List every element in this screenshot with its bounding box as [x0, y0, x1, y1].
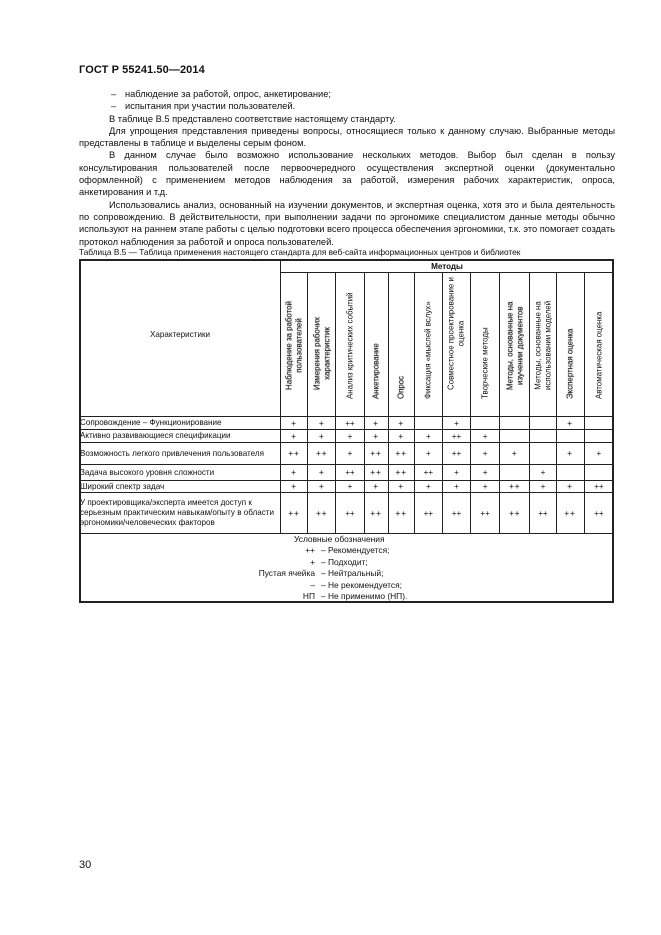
table-row [80, 430, 614, 443]
table-cell: ++ [500, 493, 530, 534]
method-label: Автоматическая оценка [594, 311, 604, 399]
table-cell: + [471, 443, 500, 465]
table-cell: ++ [308, 493, 336, 534]
table-cell: ++ [442, 493, 470, 534]
legend-description: – Подходит; [321, 556, 368, 567]
table-row-label: Задача высокого уровня сложности [80, 465, 281, 481]
method-header-9 [500, 273, 530, 417]
legend-symbol: – [310, 579, 315, 590]
table-cell: + [414, 443, 442, 465]
paragraph: Использовались анализ, основанный на изучении документов, и экспертная оценка, хотя это и была деятельность по сопровождению. В действительности, при выполнении задачи по эргономике специалистом данные методы обычно используют на раннем этапе работы с целью подготовки всего процесса обеспечения эргономики, т.к. это помогает создать протокол наблюдения за работой и опроса пользователей. [79, 199, 615, 247]
table-cell: + [442, 481, 470, 493]
table-cell: ++ [336, 417, 364, 430]
table-cell: ++ [388, 465, 414, 481]
method-header-8 [471, 273, 500, 417]
table-cell: + [388, 481, 414, 493]
method-header-10 [530, 273, 556, 417]
table-cell: ++ [414, 465, 442, 481]
table-cell [500, 465, 530, 481]
legend-description: – Нейтральный; [321, 568, 384, 579]
table-cell: + [281, 481, 308, 493]
table-cell [414, 417, 442, 430]
table-cell: + [336, 443, 364, 465]
table-cell: + [388, 417, 414, 430]
method-label: Опрос [396, 375, 406, 399]
table-cell: ++ [281, 493, 308, 534]
legend-item [80, 568, 613, 579]
table-cell [584, 417, 613, 430]
table-row [80, 417, 614, 430]
method-label: Наблюдение за работой пользователей [284, 300, 304, 390]
table-cell: ++ [336, 493, 364, 534]
bullet-item: – наблюдение за работой, опрос, анкетирование; [111, 89, 331, 99]
table-cell: ++ [500, 481, 530, 493]
table-row-label: У проектировщика/эксперта имеется доступ к серьезным практическим навыкам/опыту в области эргономики/человеческих факторов [80, 493, 281, 534]
legend-description: – Не рекомендуется; [321, 579, 402, 590]
table-cell: ++ [584, 481, 613, 493]
document-code: ГОСТ Р 55241.50—2014 [79, 64, 205, 76]
table-cell: + [388, 430, 414, 443]
table-cell [471, 417, 500, 430]
table-cell: ++ [281, 443, 308, 465]
method-label: Методы, основанные на использовании моделей [533, 300, 552, 390]
method-header-12 [584, 273, 613, 417]
legend-item [80, 557, 613, 568]
table-cell: ++ [556, 493, 584, 534]
table-cell: ++ [364, 465, 388, 481]
legend-row [80, 534, 614, 603]
table-cell: + [530, 481, 556, 493]
legend-symbol: Пустая ячейка [258, 568, 315, 579]
legend-description: – Рекомендуется; [321, 545, 390, 556]
table-cell: + [364, 430, 388, 443]
method-header-6 [414, 273, 442, 417]
table-cell: ++ [388, 443, 414, 465]
table-cell: ++ [442, 430, 470, 443]
table-cell: + [308, 430, 336, 443]
table-cell: ++ [364, 493, 388, 534]
bullet-item: – испытания при участии пользователей. [111, 101, 296, 112]
table-row [80, 493, 614, 534]
method-label: Анкетирование [371, 343, 381, 399]
methods-table [79, 259, 614, 603]
table-cell: ++ [414, 493, 442, 534]
paragraph: Для упрощения представления приведены вопросы, относящиеся только к данному случаю. Выбранные методы представлены в таблице и выделены серым фоном. [79, 125, 615, 149]
table-cell: + [414, 430, 442, 443]
table-cell: + [556, 417, 584, 430]
table-cell: + [336, 481, 364, 493]
table-cell: ++ [336, 465, 364, 481]
table-cell: + [308, 481, 336, 493]
table-cell: + [471, 481, 500, 493]
table-cell: + [336, 430, 364, 443]
table-row [80, 443, 614, 465]
table-cell: + [364, 481, 388, 493]
table-cell [556, 430, 584, 443]
table-row [80, 465, 614, 481]
table-cell: + [471, 465, 500, 481]
table-cell: + [364, 417, 388, 430]
legend-title: Условные обозначения [294, 534, 385, 544]
table-cell [500, 430, 530, 443]
legend-item [80, 591, 613, 602]
table-cell: + [281, 465, 308, 481]
table-cell: + [530, 465, 556, 481]
method-label: Экспертная оценка [565, 328, 575, 399]
paragraph: В данном случае было возможно использование нескольких методов. Выбор был сделан в пользу консультирования пользователей после первоочередного осуществления экспертной оценки (документально оформленной) с применением методов наблюдения за работой, измерения рабочих характеристик, опроса, анкетирования и т.д. [79, 150, 615, 198]
method-label: Измерения рабочих характеристик [312, 316, 331, 390]
method-header-7 [442, 273, 470, 417]
table-cell: + [281, 430, 308, 443]
table-cell [584, 430, 613, 443]
legend-symbol: ++ [305, 545, 315, 556]
method-label: Совместное проектирование и оценка [446, 276, 466, 390]
table-row-label: Широкий спектр задач [80, 481, 281, 493]
table-cell: + [442, 417, 470, 430]
page-number: 30 [79, 859, 92, 871]
table-cell: + [471, 430, 500, 443]
table-cell: ++ [364, 443, 388, 465]
table-cell [556, 465, 584, 481]
method-header-2 [308, 273, 336, 417]
legend-item [80, 545, 613, 556]
method-header-11 [556, 273, 584, 417]
table-cell: + [281, 417, 308, 430]
table-cell: + [308, 465, 336, 481]
table-cell [500, 417, 530, 430]
legend [80, 534, 614, 603]
table-row [80, 481, 614, 493]
table-cell: + [414, 481, 442, 493]
table-cell: ++ [471, 493, 500, 534]
table-row-label: Возможность легкого привлечения пользователя [80, 443, 281, 465]
table-cell: ++ [584, 493, 613, 534]
method-header-4 [364, 273, 388, 417]
table-row-label: Сопровождение – Функционирование [80, 417, 281, 430]
legend-symbol: + [310, 556, 315, 567]
table-cell [530, 443, 556, 465]
table-cell [530, 430, 556, 443]
legend-description: – Не применимо (НП). [321, 591, 408, 602]
table-cell: ++ [442, 443, 470, 465]
table-cell: + [308, 417, 336, 430]
legend-item [80, 580, 613, 591]
table-cell: + [556, 443, 584, 465]
table-row-label: Активно развивающиеся спецификации [80, 430, 281, 443]
method-header-3 [336, 273, 364, 417]
paragraph: В таблице В.5 представлено соответствие настоящему стандарту. [109, 113, 396, 124]
legend-symbol: НП [302, 591, 315, 602]
table-cell: + [584, 443, 613, 465]
methods-header: Методы [281, 260, 614, 273]
table-cell [530, 417, 556, 430]
method-header-1 [281, 273, 308, 417]
table-cell: ++ [308, 443, 336, 465]
table-cell: + [442, 465, 470, 481]
intro-text [79, 88, 615, 248]
table-caption: Таблица В.5 — Таблица применения настоящего стандарта для веб-сайта информационных центров и библиотек [79, 247, 521, 257]
table-cell: + [556, 481, 584, 493]
table-cell: + [500, 443, 530, 465]
method-label: Творческие методы [480, 327, 490, 399]
method-header-5 [388, 273, 414, 417]
table-cell: ++ [388, 493, 414, 534]
table-cell: ++ [530, 493, 556, 534]
method-label: Методы, основанные на изучении документов [505, 301, 524, 390]
method-label: Фиксация «мыслей вслух» [423, 301, 433, 399]
table-cell [584, 465, 613, 481]
characteristics-header: Характеристики [80, 260, 281, 417]
method-label: Анализ критических событий [345, 292, 355, 399]
